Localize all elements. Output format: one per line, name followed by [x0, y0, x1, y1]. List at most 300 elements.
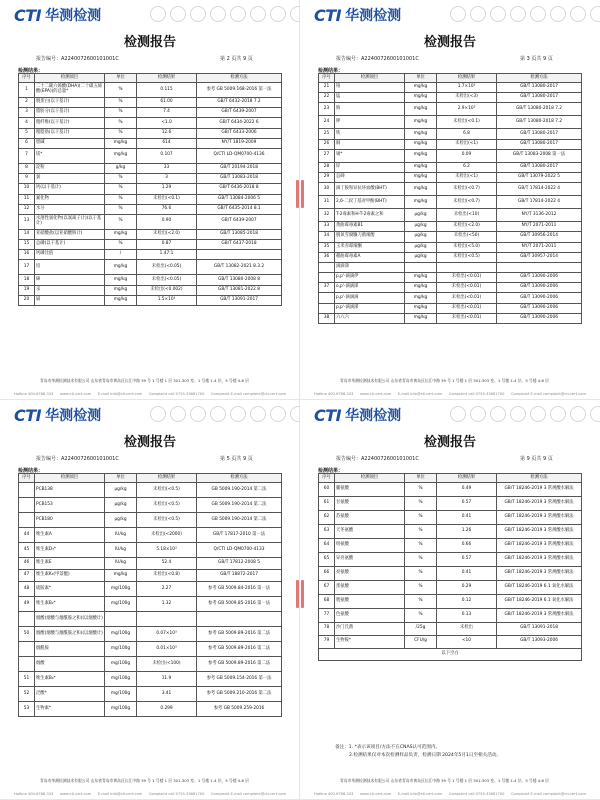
- result-cell: 未检出(<100): [137, 657, 197, 672]
- header-cell: 序号: [19, 74, 35, 83]
- report-page-9: [300, 400, 600, 800]
- cti-logo: CTI 华测检测: [14, 5, 102, 25]
- method-cell: GB/T 13081-2022 8: [197, 285, 282, 295]
- seal-icon: [530, 406, 546, 422]
- report-page-5: [0, 400, 300, 800]
- method-cell: GB/T 13080-2008 8: [197, 275, 282, 285]
- row-number-cell: 18: [19, 275, 35, 285]
- item-cell: PCB138: [35, 483, 105, 498]
- row-number-cell: [319, 262, 335, 272]
- result-cell: 未检出(<1): [437, 172, 497, 182]
- seal-icon: [270, 6, 286, 22]
- seal-icon: [190, 6, 206, 22]
- result-cell: 0.13: [437, 609, 497, 623]
- results-table: [318, 473, 582, 661]
- row-number-cell: 62: [319, 511, 335, 525]
- table-row: [19, 295, 282, 305]
- item-cell: 锌: [335, 162, 405, 172]
- row-number-cell: 24: [319, 116, 335, 129]
- unit-cell: mg/kg: [405, 162, 437, 172]
- result-cell: 未检出(<0.002): [137, 285, 197, 295]
- row-number-cell: [319, 293, 335, 303]
- result-cell: 未检出: [437, 623, 497, 636]
- table-row: [19, 582, 282, 597]
- unit-cell: [105, 612, 137, 627]
- row-number-cell: 35: [319, 242, 335, 252]
- item-cell: 沙门氏菌: [335, 623, 405, 636]
- report-page-2: [0, 0, 300, 400]
- row-number-cell: 60: [319, 483, 335, 497]
- result-cell: 3.41: [137, 687, 197, 702]
- unit-cell: mg/kg: [405, 196, 437, 209]
- item-cell: 锡*: [335, 149, 405, 162]
- unit-cell: IU/kg: [105, 528, 137, 543]
- unit-cell: mg/kg: [105, 260, 137, 275]
- row-number-cell: 9: [19, 174, 35, 184]
- row-number-cell: 20: [19, 295, 35, 305]
- seal-icon: [250, 6, 266, 22]
- result-cell: 未检出(<0.01): [437, 313, 497, 323]
- unit-cell: CFU/g: [405, 635, 437, 648]
- method-cell: GB/T 6434-2022 6: [197, 118, 282, 128]
- seal-icon: [570, 406, 586, 422]
- table-row: [19, 528, 282, 543]
- result-cell: 0.90: [137, 214, 197, 229]
- footer-contact: Hotline 400-6788-333 www.cti-cert.com E-mail info@cti-cert.com Complaint call 0755-33681700 Complaint E-mail complaint@cti-cert.com: [314, 792, 586, 796]
- result-cell: 未检出(<0.7): [437, 196, 497, 209]
- row-number-cell: 64: [319, 539, 335, 553]
- item-cell: PCB180: [35, 513, 105, 528]
- result-cell: 未检出(<0.1): [137, 194, 197, 204]
- method-cell: GB/T 20194-2018: [197, 163, 282, 173]
- header-cell: 单位: [105, 474, 137, 483]
- unit-cell: %: [405, 595, 437, 609]
- header-cell: 检测方法: [497, 474, 582, 483]
- result-cell: 1.26: [437, 525, 497, 539]
- header-cell: 检测项目: [335, 474, 405, 483]
- seal-icon: [470, 6, 486, 22]
- row-number-cell: 44: [19, 528, 35, 543]
- result-cell: 未检出(<0.01): [437, 273, 497, 283]
- table-row: [319, 303, 582, 313]
- result-cell: 未检出(<0.5): [137, 498, 197, 513]
- method-cell: GB/T 13082-2021 8.3.2: [197, 260, 282, 275]
- header-cell: 检测项目: [35, 474, 105, 483]
- seal-icon: [230, 6, 246, 22]
- item-cell: 胱氨酸: [335, 595, 405, 609]
- seal-icon: [530, 6, 546, 22]
- section-label: 检测结果：: [318, 68, 344, 74]
- table-row: [319, 162, 582, 172]
- table-row: [19, 128, 282, 138]
- item-cell: 钠: [335, 103, 405, 116]
- table-row: [319, 83, 582, 93]
- seal-icon: [150, 6, 166, 22]
- seal-icon: [150, 406, 166, 422]
- method-cell: NY/T 2071-2011: [497, 222, 582, 232]
- seal-icon: [230, 406, 246, 422]
- table-row: [19, 174, 282, 184]
- seal-icon: [170, 6, 186, 22]
- method-cell: GB/T 18246-2019 6.1 氧化水解法: [497, 595, 582, 609]
- item-cell: 铜: [335, 139, 405, 149]
- item-cell: 粗脂肪(以干基计): [35, 128, 105, 138]
- method-cell: NY/T 3136-2012: [497, 209, 582, 222]
- table-header-row: [319, 474, 582, 483]
- result-cell: 1.29: [137, 184, 197, 194]
- seal-icon: [510, 406, 526, 422]
- item-cell: 胆碱: [35, 138, 105, 148]
- table-row: [19, 702, 282, 717]
- item-cell: 玉米赤霉烯酮: [335, 242, 405, 252]
- item-cell: 维生素B₆*: [35, 672, 105, 687]
- row-number-cell: 4: [19, 118, 35, 128]
- method-cell: GB/T 13091-2018: [497, 623, 582, 636]
- unit-cell: mg/kg: [405, 129, 437, 139]
- table-row: [319, 483, 582, 497]
- row-number-cell: 22: [319, 93, 335, 103]
- section-label: 检测结果：: [18, 68, 44, 74]
- result-cell: 1.7×10³: [437, 83, 497, 93]
- seal-icon: [210, 6, 226, 22]
- method-cell: GB/T 18246-2019 3 常规酸水解法: [497, 553, 582, 567]
- item-cell: 铁: [335, 129, 405, 139]
- method-cell: Q/CTI LD-QM0700-4133: [197, 543, 282, 558]
- unit-cell: mg/100g: [105, 687, 137, 702]
- result-cell: 1.5×10³: [137, 295, 197, 305]
- unit-cell: μg/kg: [105, 483, 137, 498]
- unit-cell: %: [405, 581, 437, 595]
- unit-cell: μg/kg: [405, 252, 437, 262]
- end-row: [319, 648, 582, 661]
- result-cell: 0.09: [437, 149, 497, 162]
- seal-icon: [510, 6, 526, 22]
- item-cell: 滴丁胺和异抗坏血酸(BHT): [335, 183, 405, 196]
- item-cell: o,p'-滴滴涕: [335, 283, 405, 293]
- unit-cell: mg/100g: [105, 627, 137, 642]
- unit-cell: %: [105, 214, 137, 229]
- result-cell: 0.57: [437, 497, 497, 511]
- row-number-cell: 14: [19, 229, 35, 239]
- result-cell: 33: [137, 163, 197, 173]
- header-cell: 检测项目: [335, 74, 405, 83]
- header-cell: 检测结果: [437, 474, 497, 483]
- table-row: [319, 567, 582, 581]
- seal-icon: [450, 406, 466, 422]
- cti-logo: CTI 华测检测: [314, 5, 402, 25]
- footer-contact: Hotline 400-6788-333 www.cti-cert.com E-mail info@cti-cert.com Complaint call 0755-33681700 Complaint E-mail complaint@cti-cert.com: [314, 392, 586, 396]
- unit-cell: mg/kg: [105, 295, 137, 305]
- table-row: [319, 242, 582, 252]
- certification-seals: [150, 6, 300, 22]
- result-cell: 1.47:1: [137, 250, 197, 260]
- page-number: 第 3 页共 9 页: [520, 56, 553, 62]
- result-cell: 6.8: [437, 129, 497, 139]
- result-cell: 未检出(<2.0): [137, 229, 197, 239]
- method-cell: GB/T 18246-2019 3 常规酸水解法: [497, 525, 582, 539]
- seal-icon: [490, 6, 506, 22]
- item-cell: 钾: [335, 116, 405, 129]
- row-number-cell: 45: [19, 543, 35, 558]
- table-row: [319, 116, 582, 129]
- row-number-cell: 16: [19, 250, 35, 260]
- item-cell: 烟酸: [35, 657, 105, 672]
- item-cell: 甘氨酸: [335, 497, 405, 511]
- table-row: [319, 283, 582, 293]
- result-cell: 1.32: [137, 597, 197, 612]
- results-table: [18, 473, 282, 717]
- table-row: [19, 597, 282, 612]
- report-number: 报告编号：A2240072600101001C: [336, 456, 419, 462]
- table-row: [19, 214, 282, 229]
- unit-cell: mg/kg: [405, 93, 437, 103]
- unit-cell: %: [405, 567, 437, 581]
- table-row: [319, 595, 582, 609]
- method-cell: GB/T 17814-2022 4: [497, 183, 582, 196]
- table-row: [319, 581, 582, 595]
- method-cell: [197, 250, 282, 260]
- item-cell: 维生素B₂*: [35, 597, 105, 612]
- method-cell: GB/T 13090-2006: [497, 283, 582, 293]
- result-cell: 6.2: [437, 162, 497, 172]
- table-row: [319, 103, 582, 116]
- unit-cell: %: [105, 108, 137, 118]
- result-cell: 0.115: [137, 83, 197, 98]
- header-cell: 序号: [319, 474, 335, 483]
- method-cell: 参考 GB 5009.154-2016 第一法: [197, 672, 282, 687]
- page-number: 第 5 页共 9 页: [220, 456, 253, 462]
- method-cell: GB/T 18246-2019 3 常规酸水解法: [497, 609, 582, 623]
- row-number-cell: [319, 303, 335, 313]
- row-number-cell: 53: [19, 702, 35, 717]
- method-cell: GB/T 18246-2019 3 常规酸水解法: [497, 511, 582, 525]
- seal-icon: [470, 406, 486, 422]
- item-cell: 2,6-二叔丁基对甲酚(BHT): [335, 196, 405, 209]
- method-cell: GB/T 6437-2018: [197, 240, 282, 250]
- unit-cell: mg/kg: [105, 570, 137, 582]
- unit-cell: mg/kg: [405, 103, 437, 116]
- unit-cell: mg/100g: [105, 597, 137, 612]
- footer-address: 青岛市华测检测技术有限公司 山东省青岛市黄岛区长江中路 39 号 1 号楼 1 层 301-303 室、1 号楼 1-4 层、5 号楼 4-6 层: [340, 778, 549, 783]
- row-number-cell: 65: [319, 553, 335, 567]
- method-cell: GB/T 6435-2014 8.1: [197, 204, 282, 214]
- result-cell: 12.6: [137, 128, 197, 138]
- item-cell: p,p'-滴滴滴: [335, 293, 405, 303]
- row-number-cell: 13: [19, 214, 35, 229]
- result-cell: 0.29: [437, 581, 497, 595]
- row-number-cell: [19, 513, 35, 528]
- report-notes: [335, 744, 501, 760]
- method-cell: GB/T 18246-2019 3 常规酸水解法: [497, 567, 582, 581]
- result-cell: 11.9: [137, 672, 197, 687]
- table-row: [319, 139, 582, 149]
- method-cell: GB/T 13080-2017: [497, 139, 582, 149]
- table-row: [319, 209, 582, 222]
- item-cell: 维生素A: [35, 528, 105, 543]
- method-cell: GB 5009.190-2014 第二法: [197, 513, 282, 528]
- table-row: [19, 498, 282, 513]
- method-cell: GB/T 18246-2019 6.1 氧化水解法: [497, 581, 582, 595]
- result-cell: <10: [437, 635, 497, 648]
- method-cell: GB/T 13079-2022 5: [497, 172, 582, 182]
- header-cell: 检测方法: [497, 74, 582, 83]
- result-cell: 0.07×10³: [137, 627, 197, 642]
- row-number-cell: 19: [19, 285, 35, 295]
- row-number-cell: 7: [19, 148, 35, 163]
- unit-cell: mg/100g: [105, 642, 137, 657]
- method-cell: GB/T 13083-2008 第一法: [497, 149, 582, 162]
- table-header-row: [19, 474, 282, 483]
- table-row: [319, 232, 582, 242]
- table-row: [19, 672, 282, 687]
- method-cell: GB/T 6432-2018 7.2: [197, 98, 282, 108]
- row-number-cell: [19, 498, 35, 513]
- item-cell: 六六六: [335, 313, 405, 323]
- row-number-cell: 66: [319, 567, 335, 581]
- seal-icon: [490, 406, 506, 422]
- result-cell: 2.9×10³: [437, 103, 497, 116]
- result-cell: 未检出(<0.1): [437, 116, 497, 129]
- result-cell: 未检出(<0.05): [137, 260, 197, 275]
- result-cell: 0.87: [137, 240, 197, 250]
- result-cell: 未检出(<2.0): [437, 222, 497, 232]
- table-row: [19, 513, 282, 528]
- certification-seals: [150, 406, 300, 422]
- row-number-cell: 78: [319, 623, 335, 636]
- method-cell: 参考 GB 5009.85-2016 第一法: [197, 597, 282, 612]
- unit-cell: μg/kg: [105, 513, 137, 528]
- seal-icon: [590, 6, 600, 22]
- method-cell: GB/T 13090-2006: [497, 303, 582, 313]
- unit-cell: g/kg: [105, 163, 137, 173]
- row-number-cell: 11: [19, 194, 35, 204]
- item-cell: 滴滴涕: [335, 262, 405, 272]
- table-row: [319, 273, 582, 283]
- result-cell: 未检出(<50): [437, 232, 497, 242]
- unit-cell: %: [105, 128, 137, 138]
- method-cell: GB/T 18246-2019 3 常规酸水解法: [497, 539, 582, 553]
- result-cell: 未检出(<2000): [137, 528, 197, 543]
- unit-cell: μg/kg: [105, 498, 137, 513]
- unit-cell: IU/kg: [105, 558, 137, 570]
- unit-cell: %: [105, 240, 137, 250]
- result-cell: 61.00: [137, 98, 197, 108]
- result-cell: 7.4: [137, 108, 197, 118]
- header-cell: 检测项目: [35, 74, 105, 83]
- footer-address: 青岛市华测检测技术有限公司 山东省青岛市黄岛区长江中路 39 号 1 号楼 1 层 301-303 室、1 号楼 1-4 层、5 号楼 4-6 层: [40, 778, 249, 783]
- header-cell: 单位: [105, 74, 137, 83]
- result-cell: 未检出(<0.8): [137, 570, 197, 582]
- unit-cell: mg/kg: [405, 303, 437, 313]
- unit-cell: mg/kg: [405, 83, 437, 93]
- item-cell: 烟酸(烟酸与烟酰胺之和)(以烟酸计): [35, 612, 105, 627]
- item-cell: 脂肪分(以干基计): [35, 108, 105, 118]
- item-cell: 二十二碳六烯酸(DHA)(二十碳五烯酸(EPA))的总量*: [35, 83, 105, 98]
- unit-cell: mg/100g: [105, 657, 137, 672]
- method-cell: Q/CTI LD-QM0700-4136: [197, 148, 282, 163]
- table-row: [319, 511, 582, 525]
- seam-stamp: [301, 180, 304, 208]
- item-cell: 苏氨酸: [335, 511, 405, 525]
- result-cell: 0.299: [137, 702, 197, 717]
- unit-cell: mg/kg: [405, 172, 437, 182]
- seal-icon: [170, 406, 186, 422]
- method-cell: GB/T 13091-2017: [197, 295, 282, 305]
- seam-stamp: [296, 180, 299, 208]
- table-row: [319, 149, 582, 162]
- method-cell: GB/T 18872-2017: [197, 570, 282, 582]
- table-row: [319, 293, 582, 303]
- row-number-cell: 38: [319, 313, 335, 323]
- seal-icon: [290, 6, 300, 22]
- table-row: [19, 687, 282, 702]
- table-row: [19, 163, 282, 173]
- header-cell: 单位: [405, 74, 437, 83]
- row-number-cell: 32: [319, 209, 335, 222]
- method-cell: GB/T 18246-2019 3 常规酸水解法: [497, 497, 582, 511]
- row-number-cell: 50: [19, 627, 35, 642]
- table-row: [19, 543, 282, 558]
- table-row: [19, 657, 282, 672]
- seal-icon: [590, 406, 600, 422]
- result-cell: 未检出(<10): [437, 209, 497, 222]
- item-cell: 生物素*: [35, 702, 105, 717]
- result-cell: 614: [137, 138, 197, 148]
- result-cell: 0.41: [437, 567, 497, 581]
- report-number: 报告编号：A2240072600101001C: [36, 56, 119, 62]
- method-cell: GB/T 13080-2017: [497, 129, 582, 139]
- method-cell: [197, 612, 282, 627]
- unit-cell: mg/kg: [105, 275, 137, 285]
- item-cell: 汞: [35, 285, 105, 295]
- seal-icon: [210, 406, 226, 422]
- method-cell: GB/T 13093-2006: [497, 635, 582, 648]
- unit-cell: %: [105, 204, 137, 214]
- result-cell: 2.27: [137, 582, 197, 597]
- item-cell: 钙磷比值: [35, 250, 105, 260]
- item-cell: 钙(以干基计): [35, 184, 105, 194]
- seal-icon: [190, 406, 206, 422]
- item-cell: 维生素K₃(甲萘醌): [35, 570, 105, 582]
- unit-cell: /25g: [405, 623, 437, 636]
- table-row: [19, 184, 282, 194]
- table-row: [319, 623, 582, 636]
- table-row: [19, 118, 282, 128]
- method-cell: 参考 GB 5009.89-2016 第二法: [197, 657, 282, 672]
- method-cell: GB/T 30957-2014: [497, 252, 582, 262]
- section-label: 检测结果：: [318, 468, 344, 474]
- table-row: [19, 204, 282, 214]
- footer-contact: Hotline 400-6788-333 www.cti-cert.com E-mail info@cti-cert.com Complaint call 0755-33681700 Complaint E-mail complaint@cti-cert.com: [14, 392, 286, 396]
- report-title: 检测报告: [423, 435, 476, 450]
- table-row: [19, 229, 282, 239]
- note-1: 1. *表示该项目/方法不在CNAS认可范围内。: [348, 745, 441, 750]
- row-number-cell: 3: [19, 108, 35, 118]
- report-title: 检测报告: [123, 435, 176, 450]
- result-cell: 未检出(<0.01): [437, 283, 497, 293]
- report-number: 报告编号：A2240072600101001C: [336, 56, 419, 62]
- method-cell: GB/T 13080-2018 7.2: [497, 103, 582, 116]
- footer-address: 青岛市华测检测技术有限公司 山东省青岛市黄岛区长江中路 39 号 1 号楼 1 层 301-303 室、1 号楼 1-4 层、5 号楼 4-6 层: [40, 378, 249, 383]
- row-number-cell: 79: [319, 635, 335, 648]
- header-cell: 检测方法: [197, 474, 282, 483]
- table-row: [19, 275, 282, 285]
- method-cell: GB/T 13080-2017: [497, 83, 582, 93]
- method-cell: GB/T 13080-2017: [497, 162, 582, 172]
- item-cell: 异亮氨酸: [335, 553, 405, 567]
- unit-cell: mg/kg: [405, 116, 437, 129]
- note-2: 2.检测结果仅对本次检测样品负责，检测日期 2024年5月1日至相关活动。: [349, 752, 502, 758]
